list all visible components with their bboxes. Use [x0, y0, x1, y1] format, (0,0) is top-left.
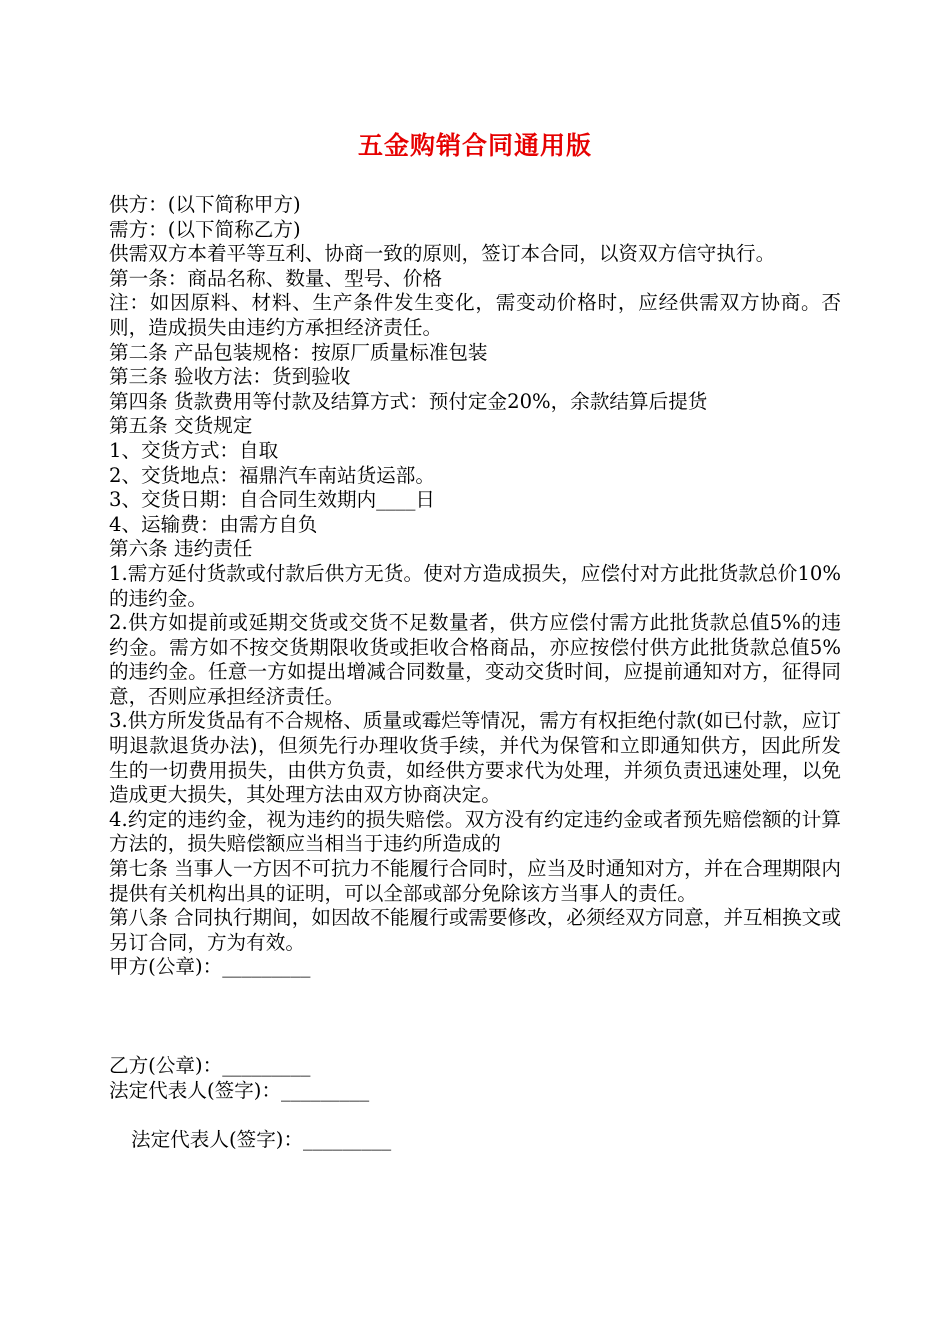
- article-2: 第二条 产品包装规格：按原厂质量标准包装: [109, 340, 488, 364]
- contract-body: [109, 193, 841, 1153]
- article-6: 第六条 违约责任: [109, 537, 253, 561]
- legal-representative-signature-2: 法定代表人(签字)：_________: [131, 1128, 392, 1152]
- article-5-item-4: 4、运输费：由需方自负: [109, 512, 318, 536]
- buyer-line: 需方：(以下简称乙方): [109, 217, 301, 241]
- article-6-item-3: 3.供方所发货品有不合规格、质量或霉烂等情况，需方有权拒绝付款(如已付款，应订明退款退货办法)，但须先行办理收货手续，并代为保管和立即通知供方，因此所发生的一切费用损失，由供方负责，如经供方要求代为处理，并须负责迅速处理，以免造成更大损失，其处理方法由双方协商决定。: [109, 709, 841, 807]
- article-1-note: 注：如因原料、材料、生产条件发生变化，需变动价格时，应经供需双方协商。否则，造成损失由违约方承担经济责任。: [109, 291, 841, 339]
- article-6-item-2: 2.供方如提前或延期交货或交货不足数量者，供方应偿付需方此批货款总值5%的违约金。需方如不按交货期限收货或拒收合格商品，亦应按偿付供方此批货款总值5%的违约金。任意一方如提出增减合同数量，变动交货时间，应提前通知对方，征得同意，否则应承担经济责任。: [109, 611, 841, 708]
- party-a-seal: 甲方(公章)：_________: [109, 955, 311, 979]
- article-5-item-3: 3、交货日期：自合同生效期内____日: [109, 488, 435, 512]
- spacer: [109, 1103, 841, 1128]
- legal-representative-signature: 法定代表人(签字)：_________: [109, 1078, 370, 1102]
- preamble: 供需双方本着平等互利、协商一致的原则，签订本合同，以资双方信守执行。: [109, 242, 776, 266]
- party-b-seal: 乙方(公章)：_________: [109, 1054, 311, 1077]
- article-1: 第一条：商品名称、数量、型号、价格: [109, 266, 443, 290]
- article-6-item-4: 4.约定的违约金，视为违约的损失赔偿。双方没有约定违约金或者预先赔偿额的计算方法的，损失赔偿额应当相当于违约所造成的: [109, 807, 841, 856]
- article-7: 第七条 当事人一方因不可抗力不能履行合同时，应当及时通知对方，并在合理期限内提供有关机构出具的证明，可以全部或部分免除该方当事人的责任。: [109, 857, 841, 905]
- article-3: 第三条 验收方法：货到验收: [109, 365, 351, 389]
- article-5-item-1: 1、交货方式：自取: [109, 438, 279, 462]
- article-6-item-1: 1.需方延付货款或付款后供方无货。使对方造成损失，应偿付对方此批货款总价10%的违约金。: [109, 561, 841, 610]
- document-title: 五金购销合同通用版: [357, 131, 592, 160]
- article-8: 第八条 合同执行期间，如因故不能履行或需要修改，必须经双方同意，并互相换文或另订合同，方为有效。: [109, 906, 841, 954]
- article-4: 第四条 货款费用等付款及结算方式：预付定金20%，余款结算后提货: [109, 389, 708, 413]
- spacer: [109, 980, 841, 1054]
- supplier-line: 供方：(以下简称甲方): [109, 193, 301, 216]
- article-5-item-2: 2、交货地点：福鼎汽车南站货运部。: [109, 463, 435, 487]
- article-5: 第五条 交货规定: [109, 414, 253, 438]
